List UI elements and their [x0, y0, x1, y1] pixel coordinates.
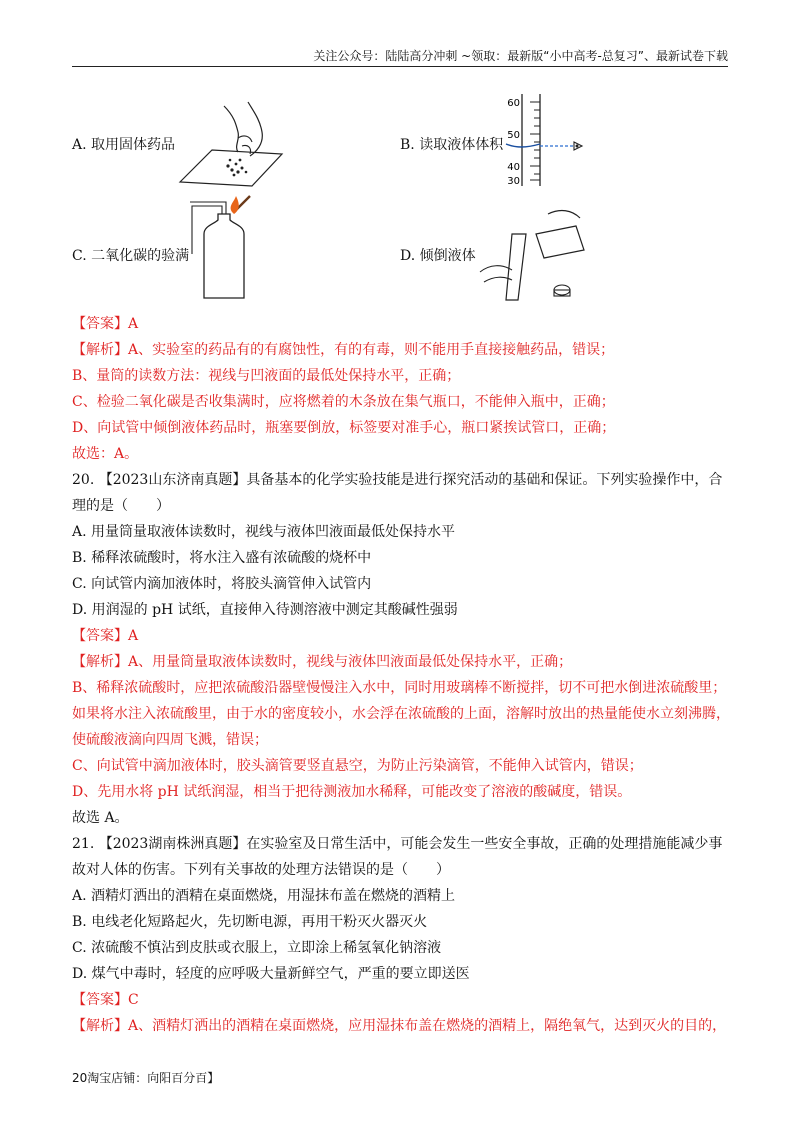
option-d-label: D. 倾倒液体: [400, 248, 476, 264]
q19-answer: 【答案】A: [72, 316, 139, 332]
q20-conclusion: 故选 A。: [72, 810, 129, 826]
q21-answer: 【答案】C: [72, 992, 139, 1008]
q20-analysis-6: D、先用水将 pH 试纸润湿，相当于把待测液加水稀释，可能改变了溶液的酸碱度，错误。: [72, 784, 632, 800]
option-b-label: B. 读取液体体积: [400, 137, 504, 153]
tick-50: 50: [507, 130, 520, 141]
q19-analysis-1: 【解析】A、实验室的药品有的有腐蚀性，有的有毒，则不能用手直接接触药品，错误；: [72, 342, 615, 358]
q21-option-b: B. 电线老化短路起火，先切断电源，再用干粉灭火器灭火: [72, 914, 428, 930]
q20-option-a: A. 用量筒量取液体读数时，视线与液体凹液面最低处保持水平: [72, 524, 456, 540]
tick-30: 30: [507, 176, 520, 187]
q20-analysis-1: 【解析】A、用量筒量取液体读数时，视线与液体凹液面最低处保持水平，正确；: [72, 654, 573, 670]
q19-analysis-3: C、检验二氧化碳是否收集满时，应将燃着的木条放在集气瓶口，不能伸入瓶中，正确；: [72, 394, 615, 410]
q20-stem-1: 20. 【2023山东济南真题】具备基本的化学实验技能是进行探究活动的基础和保证。下列实验操作中，合: [72, 472, 723, 488]
q21-option-c: C. 浓硫酸不慎沾到皮肤或衣服上，立即涂上稀氢氧化钠溶液: [72, 940, 442, 956]
page-footer: 20淘宝店铺：向阳百分百】: [72, 1071, 220, 1085]
q21-option-d: D. 煤气中毒时，轻度的应呼吸大量新鲜空气，严重的要立即送医: [72, 966, 470, 982]
option-c-label: C. 二氧化碳的验满: [72, 248, 190, 264]
option-a-label: A. 取用固体药品: [72, 137, 176, 153]
q20-option-b: B. 稀释浓硫酸时，将水注入盛有浓硫酸的烧杯中: [72, 550, 372, 566]
q20-option-d: D. 用润湿的 pH 试纸，直接伸入待测溶液中测定其酸碱性强弱: [72, 602, 458, 618]
q20-analysis-4: 使硫酸液滴向四周飞溅，错误；: [72, 732, 268, 748]
q20-option-c: C. 向试管内滴加液体时，将胶头滴管伸入试管内: [72, 576, 372, 592]
tick-60: 60: [507, 98, 520, 109]
q20-answer: 【答案】A: [72, 628, 139, 644]
q20-stem-2: 理的是（ ）: [72, 498, 170, 514]
q20-analysis-3: 如果将水注入浓硫酸里，由于水的密度较小，水会浮在浓硫酸的上面，溶解时放出的热量能使水立刻沸腾，: [72, 706, 730, 722]
q21-option-a: A. 酒精灯洒出的酒精在桌面燃烧，用湿抹布盖在燃烧的酒精上: [72, 888, 456, 904]
q19-analysis-4: D、向试管中倾倒液体药品时，瓶塞要倒放，标签要对准手心，瓶口紧挨试管口，正确；: [72, 420, 616, 436]
pour-liquid-figure: [476, 204, 596, 304]
q20-analysis-5: C、向试管中滴加液体时，胶头滴管要竖直悬空，为防止污染滴管，不能伸入试管内，错误；: [72, 758, 643, 774]
solid-reagent-figure: [176, 98, 286, 188]
q21-stem-2: 故对人体的伤害。下列有关事故的处理方法错误的是（ ）: [72, 862, 450, 878]
graduated-cylinder-figure: [500, 92, 590, 188]
q21-stem-1: 21. 【2023湖南株洲真题】在实验室及日常生活中，可能会发生一些安全事故，正确的处理措施能减少事: [72, 836, 723, 852]
q19-conclusion: 故选：A。: [72, 446, 139, 462]
q21-analysis-1: 【解析】A、酒精灯洒出的酒精在桌面燃烧，应用湿抹布盖在燃烧的酒精上，隔绝氧气，达到灭火的目的，: [72, 1018, 727, 1034]
q20-analysis-2: B、稀释浓硫酸时，应把浓硫酸沿器壁慢慢注入水中，同时用玻璃棒不断搅拌，切不可把水倒进浓硫酸里；: [72, 680, 727, 696]
header-rule: [72, 66, 728, 67]
q19-analysis-2: B、量筒的读数方法：视线与凹液面的最低处保持水平，正确；: [72, 368, 461, 384]
co2-test-figure: [188, 194, 268, 302]
page-header: 关注公众号：陆陆高分冲刺 ~领取：最新版“小中高考-总复习”、最新试卷下载: [313, 49, 728, 63]
tick-40: 40: [507, 162, 520, 173]
